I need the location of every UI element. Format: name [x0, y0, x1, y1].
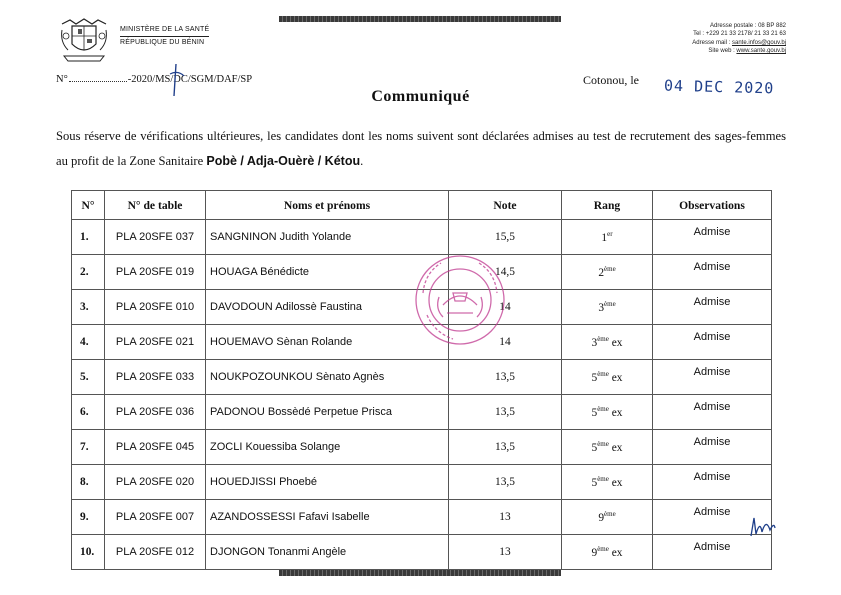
rank-number: 5	[591, 371, 598, 384]
rank-ex: ex	[608, 546, 623, 559]
rank-suffix: ème	[597, 370, 609, 379]
date-stamp: 04 DEC 2020	[663, 76, 775, 98]
row-observation: Admise	[653, 360, 772, 395]
row-rank	[562, 220, 653, 255]
row-rank	[562, 465, 653, 500]
page-title: Communiqué	[371, 88, 470, 105]
row-number: 8.	[72, 465, 105, 500]
header-note: Note	[449, 191, 562, 220]
postal-address: Adresse postale : 08 BP 882	[710, 23, 786, 29]
row-table-number: PLA 20SFE 021	[105, 325, 206, 360]
rank-suffix: ème	[597, 440, 609, 449]
row-observation: Admise	[653, 500, 772, 535]
row-rank	[562, 255, 653, 290]
row-note: 13,5	[449, 430, 562, 465]
website-link[interactable]: www.sante.gouv.bj	[736, 48, 786, 55]
row-name: DAVODOUN Adilossè Faustina	[206, 290, 449, 325]
table-row	[72, 430, 772, 465]
place-label: Cotonou, le	[583, 73, 639, 87]
republic-name: RÉPUBLIQUE DU BÉNIN	[120, 39, 205, 46]
row-number: 4.	[72, 325, 105, 360]
rank-number: 9	[591, 546, 598, 559]
row-observation: Admise	[653, 430, 772, 465]
intro-text: Sous réserve de vérifications ultérieures, les candidates dont les noms suivent sont déclarées admises au test de recrutement des sages-femmes au profit de la Zone Sanitaire	[56, 129, 786, 168]
intro-end: .	[360, 154, 364, 168]
email-label: Adresse mail :	[692, 39, 732, 46]
row-note: 13	[449, 535, 562, 570]
rank-number: 5	[591, 406, 598, 419]
row-note: 13,5	[449, 395, 562, 430]
row-name: NOUKPOZOUNKOU Sènato Agnès	[206, 360, 449, 395]
row-observation: Admise	[653, 465, 772, 500]
header-names: Noms et prénoms	[206, 191, 449, 220]
rank-ex: ex	[608, 441, 623, 454]
ministry-name: MINISTÈRE DE LA SANTÉ	[120, 24, 209, 37]
row-table-number: PLA 20SFE 037	[105, 220, 206, 255]
rank-suffix: ème	[597, 335, 609, 344]
rank-ex: ex	[608, 406, 623, 419]
reference-blank	[69, 81, 127, 82]
row-table-number: PLA 20SFE 007	[105, 500, 206, 535]
header-rank: Rang	[562, 191, 653, 220]
row-name: PADONOU Bossèdé Perpetue Prisca	[206, 395, 449, 430]
table-row	[72, 500, 772, 535]
reference-prefix: N°	[56, 74, 68, 85]
header-observations: Observations	[653, 191, 772, 220]
row-rank	[562, 360, 653, 395]
row-name: AZANDOSSESSI Fafavi Isabelle	[206, 500, 449, 535]
telephone: Tel : +229 21 33 2178/ 21 33 21 63	[693, 31, 786, 38]
row-rank	[562, 325, 653, 360]
row-note: 14	[449, 290, 562, 325]
rank-suffix: ème	[597, 545, 609, 554]
email-link[interactable]: sante.infos@gouv.bj	[731, 39, 786, 46]
row-number: 2.	[72, 255, 105, 290]
row-rank	[562, 290, 653, 325]
row-number: 3.	[72, 290, 105, 325]
row-number: 7.	[72, 430, 105, 465]
row-name: SANGNINON Judith Yolande	[206, 220, 449, 255]
row-note: 15,5	[449, 220, 562, 255]
rank-ex: ex	[608, 336, 623, 349]
row-number: 1.	[72, 220, 105, 255]
top-decorative-bar	[279, 16, 561, 22]
row-table-number: PLA 20SFE 019	[105, 255, 206, 290]
initials-signature-icon	[748, 514, 778, 540]
rank-suffix: ème	[604, 300, 616, 309]
reference-suffix: -2020/MS/DC/SGM/DAF/SP	[127, 74, 253, 85]
table-row	[72, 535, 772, 570]
table-header-row	[72, 191, 772, 220]
row-name: ZOCLI Kouessiba Solange	[206, 430, 449, 465]
rank-suffix: er	[607, 230, 613, 239]
row-observation: Admise	[653, 535, 772, 570]
row-rank	[562, 395, 653, 430]
email-line	[636, 39, 786, 47]
rank-number: 1	[601, 231, 608, 244]
rank-number: 2	[598, 266, 605, 279]
row-observation: Admise	[653, 290, 772, 325]
rank-suffix: ème	[597, 405, 609, 414]
row-note: 13,5	[449, 465, 562, 500]
rank-suffix: ème	[604, 265, 616, 274]
rank-number: 5	[591, 441, 598, 454]
rank-number: 5	[591, 476, 598, 489]
row-name: HOUEMAVO Sènan Rolande	[206, 325, 449, 360]
rank-number: 9	[598, 511, 605, 524]
row-table-number: PLA 20SFE 010	[105, 290, 206, 325]
header-number: N°	[72, 191, 105, 220]
row-number: 6.	[72, 395, 105, 430]
row-table-number: PLA 20SFE 033	[105, 360, 206, 395]
row-observation: Admise	[653, 220, 772, 255]
row-rank	[562, 500, 653, 535]
header-table-number: N° de table	[105, 191, 206, 220]
row-table-number: PLA 20SFE 012	[105, 535, 206, 570]
row-number: 5.	[72, 360, 105, 395]
row-table-number: PLA 20SFE 036	[105, 395, 206, 430]
row-number: 9.	[72, 500, 105, 535]
contact-block	[636, 22, 786, 56]
table-row	[72, 360, 772, 395]
row-note: 14	[449, 325, 562, 360]
ministry-seal-icon	[413, 253, 507, 347]
row-observation: Admise	[653, 395, 772, 430]
rank-number: 3	[591, 336, 598, 349]
row-observation: Admise	[653, 325, 772, 360]
rank-ex: ex	[608, 371, 623, 384]
row-note: 13	[449, 500, 562, 535]
row-name: HOUEDJISSI Phoebé	[206, 465, 449, 500]
rank-number: 3	[598, 301, 605, 314]
rank-ex: ex	[608, 476, 623, 489]
website-line	[636, 47, 786, 55]
website-label: Site web :	[708, 48, 737, 55]
reference-number	[56, 74, 252, 85]
table-row	[72, 395, 772, 430]
row-table-number: PLA 20SFE 045	[105, 430, 206, 465]
table-row	[72, 465, 772, 500]
bottom-decorative-bar	[279, 570, 561, 576]
row-table-number: PLA 20SFE 020	[105, 465, 206, 500]
zone-name: Pobè / Adja-Ouèrè / Kétou	[206, 154, 361, 168]
row-number: 10.	[72, 535, 105, 570]
row-name: HOUAGA Bénédicte	[206, 255, 449, 290]
row-observation: Admise	[653, 255, 772, 290]
row-note: 13,5	[449, 360, 562, 395]
coat-of-arms-icon	[56, 14, 112, 64]
results-table	[71, 190, 772, 570]
intro-paragraph	[56, 124, 786, 174]
row-rank	[562, 535, 653, 570]
ministry-header	[120, 24, 250, 48]
rank-suffix: ème	[604, 510, 616, 519]
rank-suffix: ème	[597, 475, 609, 484]
table-row	[72, 220, 772, 255]
row-rank	[562, 430, 653, 465]
row-name: DJONGON Tonanmi Angèle	[206, 535, 449, 570]
row-note: 14,5	[449, 255, 562, 290]
